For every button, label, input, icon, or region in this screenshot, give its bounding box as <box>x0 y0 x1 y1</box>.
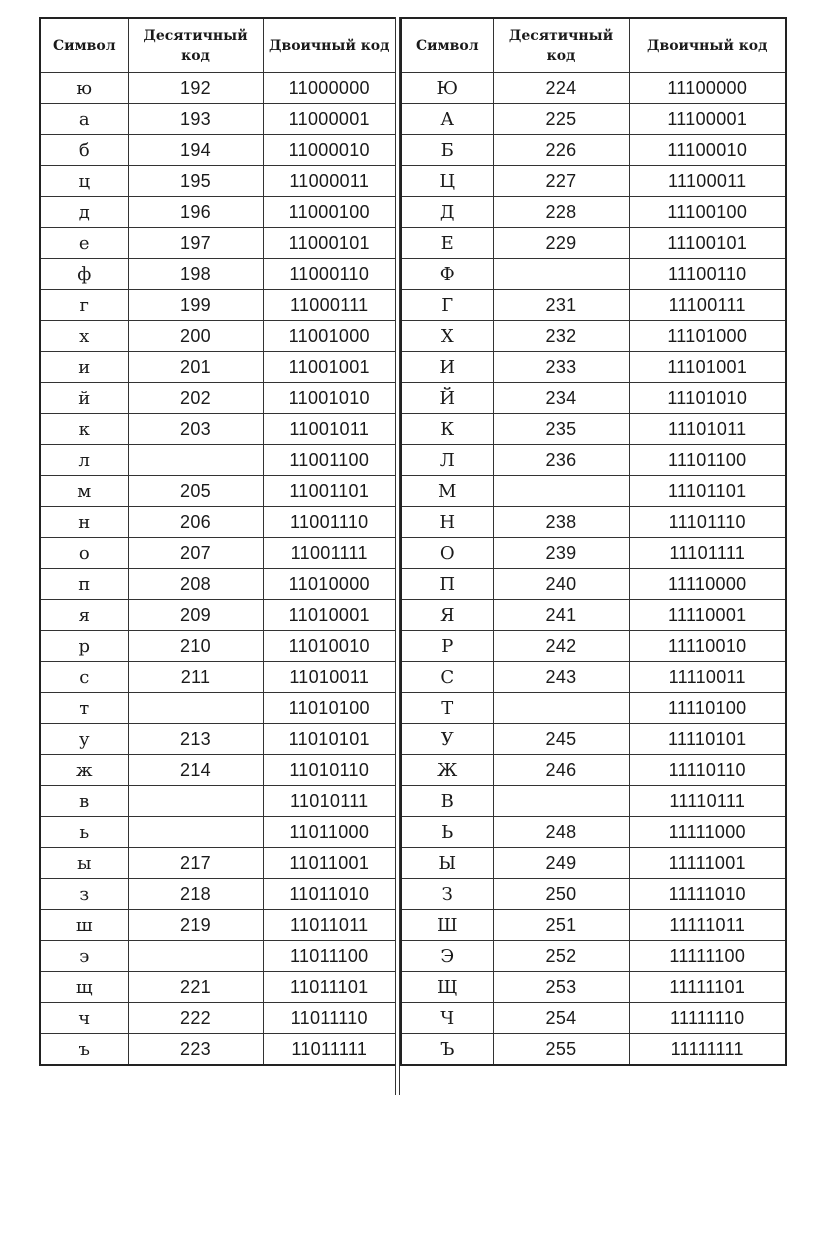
binary-code-cell: 11101010 <box>629 383 786 414</box>
symbol-cell: П <box>401 569 493 600</box>
binary-code-cell: 11011011 <box>263 910 396 941</box>
left-table-body <box>40 73 396 1066</box>
decimal-code-cell: 199 <box>128 290 263 321</box>
binary-code-cell: 11001110 <box>263 507 396 538</box>
table-row <box>401 631 786 662</box>
table-row <box>401 228 786 259</box>
symbol-cell: м <box>40 476 128 507</box>
binary-column-header: Двоичный код <box>629 18 786 73</box>
symbol-cell: ь <box>40 817 128 848</box>
symbol-cell: о <box>40 538 128 569</box>
decimal-code-cell: 232 <box>493 321 629 352</box>
symbol-cell: Ы <box>401 848 493 879</box>
symbol-cell: Т <box>401 693 493 724</box>
symbol-cell: р <box>40 631 128 662</box>
table-row <box>40 321 396 352</box>
table-row <box>401 817 786 848</box>
decimal-code-cell: 192 <box>128 73 263 104</box>
header-row <box>401 18 786 73</box>
decimal-code-cell: 245 <box>493 724 629 755</box>
table-row <box>401 879 786 910</box>
binary-code-cell: 11000101 <box>263 228 396 259</box>
binary-code-cell: 11001111 <box>263 538 396 569</box>
binary-code-cell: 11010001 <box>263 600 396 631</box>
symbol-cell: Ъ <box>401 1034 493 1066</box>
decimal-code-cell: 209 <box>128 600 263 631</box>
decimal-code-cell: 235 <box>493 414 629 445</box>
table-row <box>40 879 396 910</box>
table-row <box>40 631 396 662</box>
binary-code-cell: 11010010 <box>263 631 396 662</box>
symbol-cell: ъ <box>40 1034 128 1066</box>
decimal-code-cell: 201 <box>128 352 263 383</box>
binary-code-cell: 11111001 <box>629 848 786 879</box>
table-row <box>40 73 396 104</box>
binary-code-cell: 11101110 <box>629 507 786 538</box>
decimal-code-cell: 210 <box>128 631 263 662</box>
table-row <box>401 910 786 941</box>
table-row <box>40 135 396 166</box>
table-row <box>401 724 786 755</box>
table-row <box>40 290 396 321</box>
table-row <box>40 476 396 507</box>
binary-code-cell: 11100001 <box>629 104 786 135</box>
symbol-cell: Я <box>401 600 493 631</box>
symbol-cell: ф <box>40 259 128 290</box>
symbol-cell: п <box>40 569 128 600</box>
decimal-code-cell: 248 <box>493 817 629 848</box>
table-row <box>40 910 396 941</box>
symbol-cell: Р <box>401 631 493 662</box>
decimal-column-header: Десятичный код <box>493 18 629 73</box>
binary-code-cell: 11100100 <box>629 197 786 228</box>
table-row <box>40 662 396 693</box>
table-row <box>401 414 786 445</box>
binary-code-cell: 11000111 <box>263 290 396 321</box>
decimal-code-cell: 246 <box>493 755 629 786</box>
decimal-code-cell: 193 <box>128 104 263 135</box>
table-row <box>401 321 786 352</box>
symbol-cell: с <box>40 662 128 693</box>
binary-code-cell: 11100011 <box>629 166 786 197</box>
decimal-code-cell: 217 <box>128 848 263 879</box>
table-row <box>40 941 396 972</box>
binary-code-cell: 11011110 <box>263 1003 396 1034</box>
decimal-code-cell: 229 <box>493 228 629 259</box>
decimal-code-cell <box>128 786 263 817</box>
binary-code-cell: 11010000 <box>263 569 396 600</box>
decimal-code-cell: 197 <box>128 228 263 259</box>
binary-code-cell: 11111100 <box>629 941 786 972</box>
table-row <box>401 600 786 631</box>
decimal-code-cell: 254 <box>493 1003 629 1034</box>
table-row <box>40 848 396 879</box>
table-row <box>40 1003 396 1034</box>
binary-code-cell: 11110011 <box>629 662 786 693</box>
decimal-code-cell: 225 <box>493 104 629 135</box>
decimal-code-cell: 242 <box>493 631 629 662</box>
symbol-cell: Б <box>401 135 493 166</box>
decimal-code-cell: 224 <box>493 73 629 104</box>
symbol-cell: л <box>40 445 128 476</box>
table-row <box>401 507 786 538</box>
decimal-code-cell: 255 <box>493 1034 629 1066</box>
symbol-cell: И <box>401 352 493 383</box>
symbol-cell: Ж <box>401 755 493 786</box>
table-row <box>40 600 396 631</box>
symbol-cell: е <box>40 228 128 259</box>
decimal-code-cell: 231 <box>493 290 629 321</box>
left-code-table <box>39 17 397 1066</box>
decimal-code-cell: 194 <box>128 135 263 166</box>
table-row <box>401 538 786 569</box>
binary-code-cell: 11101011 <box>629 414 786 445</box>
symbol-cell: Г <box>401 290 493 321</box>
symbol-cell: Э <box>401 941 493 972</box>
decimal-code-cell <box>493 693 629 724</box>
symbol-cell: щ <box>40 972 128 1003</box>
binary-code-cell: 11010100 <box>263 693 396 724</box>
table-row <box>40 197 396 228</box>
decimal-code-cell: 213 <box>128 724 263 755</box>
decimal-code-cell <box>493 476 629 507</box>
table-row <box>401 197 786 228</box>
table-row <box>40 817 396 848</box>
decimal-code-cell: 233 <box>493 352 629 383</box>
symbol-cell: э <box>40 941 128 972</box>
table-row <box>401 383 786 414</box>
decimal-code-cell: 203 <box>128 414 263 445</box>
decimal-code-cell: 219 <box>128 910 263 941</box>
symbol-cell: и <box>40 352 128 383</box>
decimal-code-cell: 239 <box>493 538 629 569</box>
binary-code-cell: 11111111 <box>629 1034 786 1066</box>
table-row <box>40 569 396 600</box>
table-row <box>40 507 396 538</box>
binary-code-cell: 11011100 <box>263 941 396 972</box>
binary-code-cell: 11001000 <box>263 321 396 352</box>
table-row <box>401 848 786 879</box>
table-row <box>40 693 396 724</box>
symbol-cell: М <box>401 476 493 507</box>
binary-code-cell: 11110001 <box>629 600 786 631</box>
table-row <box>401 104 786 135</box>
decimal-code-cell <box>128 941 263 972</box>
decimal-code-cell: 227 <box>493 166 629 197</box>
binary-code-cell: 11101111 <box>629 538 786 569</box>
decimal-code-cell: 234 <box>493 383 629 414</box>
table-row <box>401 259 786 290</box>
table-row <box>40 755 396 786</box>
binary-code-cell: 11010101 <box>263 724 396 755</box>
koi8r-code-table <box>39 17 785 1095</box>
table-row <box>401 73 786 104</box>
symbol-cell: н <box>40 507 128 538</box>
table-row <box>40 104 396 135</box>
decimal-code-cell <box>493 786 629 817</box>
decimal-code-cell: 241 <box>493 600 629 631</box>
binary-code-cell: 11000110 <box>263 259 396 290</box>
table-row <box>401 1034 786 1066</box>
binary-code-cell: 11100101 <box>629 228 786 259</box>
decimal-code-cell: 198 <box>128 259 263 290</box>
symbol-cell: Ю <box>401 73 493 104</box>
symbol-cell: У <box>401 724 493 755</box>
symbol-cell: в <box>40 786 128 817</box>
table-row <box>401 290 786 321</box>
table-row <box>40 1034 396 1066</box>
table-row <box>40 972 396 1003</box>
symbol-cell: Х <box>401 321 493 352</box>
symbol-cell: й <box>40 383 128 414</box>
binary-code-cell: 11000100 <box>263 197 396 228</box>
decimal-code-cell: 249 <box>493 848 629 879</box>
symbol-column-header: Символ <box>401 18 493 73</box>
decimal-code-cell <box>128 693 263 724</box>
decimal-code-cell: 251 <box>493 910 629 941</box>
decimal-code-cell: 243 <box>493 662 629 693</box>
table-row <box>40 538 396 569</box>
symbol-cell: ц <box>40 166 128 197</box>
binary-code-cell: 11111011 <box>629 910 786 941</box>
symbol-cell: у <box>40 724 128 755</box>
table-row <box>401 569 786 600</box>
symbol-cell: ч <box>40 1003 128 1034</box>
binary-code-cell: 11011010 <box>263 879 396 910</box>
binary-code-cell: 11000001 <box>263 104 396 135</box>
binary-code-cell: 11011101 <box>263 972 396 1003</box>
header-row <box>40 18 396 73</box>
decimal-code-cell: 195 <box>128 166 263 197</box>
symbol-cell: х <box>40 321 128 352</box>
decimal-code-cell: 207 <box>128 538 263 569</box>
symbol-cell: ю <box>40 73 128 104</box>
decimal-code-cell: 205 <box>128 476 263 507</box>
decimal-code-cell: 196 <box>128 197 263 228</box>
table-row <box>40 228 396 259</box>
table-row <box>40 166 396 197</box>
table-row <box>401 941 786 972</box>
binary-code-cell: 11111000 <box>629 817 786 848</box>
binary-code-cell: 11110111 <box>629 786 786 817</box>
decimal-code-cell: 208 <box>128 569 263 600</box>
symbol-column-header: Символ <box>40 18 128 73</box>
decimal-column-header: Десятичный код <box>128 18 263 73</box>
table-row <box>40 445 396 476</box>
binary-code-cell: 11101100 <box>629 445 786 476</box>
symbol-cell: Щ <box>401 972 493 1003</box>
table-row <box>40 383 396 414</box>
symbol-cell: Й <box>401 383 493 414</box>
symbol-cell: Е <box>401 228 493 259</box>
symbol-cell: О <box>401 538 493 569</box>
decimal-code-cell: 221 <box>128 972 263 1003</box>
symbol-cell: т <box>40 693 128 724</box>
symbol-cell: Ч <box>401 1003 493 1034</box>
table-row <box>40 352 396 383</box>
binary-code-cell: 11111110 <box>629 1003 786 1034</box>
binary-code-cell: 11001101 <box>263 476 396 507</box>
symbol-cell: ж <box>40 755 128 786</box>
table-row <box>401 352 786 383</box>
binary-code-cell: 11001001 <box>263 352 396 383</box>
table-row <box>401 476 786 507</box>
binary-code-cell: 11011000 <box>263 817 396 848</box>
decimal-code-cell: 228 <box>493 197 629 228</box>
table-row <box>401 662 786 693</box>
binary-code-cell: 11110101 <box>629 724 786 755</box>
symbol-cell: Ш <box>401 910 493 941</box>
binary-code-cell: 11000010 <box>263 135 396 166</box>
table-row <box>401 786 786 817</box>
symbol-cell: д <box>40 197 128 228</box>
binary-code-cell: 11001010 <box>263 383 396 414</box>
symbol-cell: з <box>40 879 128 910</box>
symbol-cell: Ь <box>401 817 493 848</box>
decimal-code-cell: 250 <box>493 879 629 910</box>
decimal-code-cell <box>128 817 263 848</box>
binary-column-header: Двоичный код <box>263 18 396 73</box>
symbol-cell: С <box>401 662 493 693</box>
decimal-code-cell: 222 <box>128 1003 263 1034</box>
symbol-cell: Ф <box>401 259 493 290</box>
binary-code-cell: 11111010 <box>629 879 786 910</box>
binary-code-cell: 11110000 <box>629 569 786 600</box>
binary-code-cell: 11110100 <box>629 693 786 724</box>
symbol-cell: З <box>401 879 493 910</box>
table-row <box>401 1003 786 1034</box>
right-table-body <box>401 73 786 1066</box>
table-row <box>40 414 396 445</box>
binary-code-cell: 11100010 <box>629 135 786 166</box>
decimal-code-cell: 223 <box>128 1034 263 1066</box>
decimal-code-cell: 218 <box>128 879 263 910</box>
table-row <box>40 259 396 290</box>
table-row <box>401 972 786 1003</box>
binary-code-cell: 11101000 <box>629 321 786 352</box>
decimal-code-cell: 240 <box>493 569 629 600</box>
symbol-cell: а <box>40 104 128 135</box>
binary-code-cell: 11100110 <box>629 259 786 290</box>
table-row <box>40 724 396 755</box>
binary-code-cell: 11101001 <box>629 352 786 383</box>
symbol-cell: г <box>40 290 128 321</box>
decimal-code-cell: 236 <box>493 445 629 476</box>
decimal-code-cell: 200 <box>128 321 263 352</box>
decimal-code-cell: 226 <box>493 135 629 166</box>
binary-code-cell: 11010111 <box>263 786 396 817</box>
symbol-cell: б <box>40 135 128 166</box>
table-row <box>401 445 786 476</box>
decimal-code-cell: 206 <box>128 507 263 538</box>
binary-code-cell: 11000000 <box>263 73 396 104</box>
table-row <box>401 135 786 166</box>
table-row <box>401 693 786 724</box>
binary-code-cell: 11010011 <box>263 662 396 693</box>
decimal-code-cell: 253 <box>493 972 629 1003</box>
table-row <box>40 786 396 817</box>
decimal-code-cell <box>128 445 263 476</box>
binary-code-cell: 11111101 <box>629 972 786 1003</box>
decimal-code-cell: 211 <box>128 662 263 693</box>
symbol-cell: В <box>401 786 493 817</box>
binary-code-cell: 11011001 <box>263 848 396 879</box>
binary-code-cell: 11001011 <box>263 414 396 445</box>
binary-code-cell: 11110110 <box>629 755 786 786</box>
symbol-cell: ы <box>40 848 128 879</box>
decimal-code-cell: 252 <box>493 941 629 972</box>
binary-code-cell: 11101101 <box>629 476 786 507</box>
symbol-cell: я <box>40 600 128 631</box>
binary-code-cell: 11010110 <box>263 755 396 786</box>
table-row <box>401 166 786 197</box>
table-row <box>401 755 786 786</box>
decimal-code-cell: 238 <box>493 507 629 538</box>
symbol-cell: К <box>401 414 493 445</box>
symbol-cell: Д <box>401 197 493 228</box>
symbol-cell: к <box>40 414 128 445</box>
right-code-table <box>400 17 787 1066</box>
binary-code-cell: 11110010 <box>629 631 786 662</box>
decimal-code-cell: 214 <box>128 755 263 786</box>
symbol-cell: Л <box>401 445 493 476</box>
binary-code-cell: 11100111 <box>629 290 786 321</box>
binary-code-cell: 11000011 <box>263 166 396 197</box>
symbol-cell: Н <box>401 507 493 538</box>
symbol-cell: А <box>401 104 493 135</box>
decimal-code-cell: 202 <box>128 383 263 414</box>
decimal-code-cell <box>493 259 629 290</box>
binary-code-cell: 11001100 <box>263 445 396 476</box>
binary-code-cell: 11100000 <box>629 73 786 104</box>
symbol-cell: Ц <box>401 166 493 197</box>
symbol-cell: ш <box>40 910 128 941</box>
binary-code-cell: 11011111 <box>263 1034 396 1066</box>
